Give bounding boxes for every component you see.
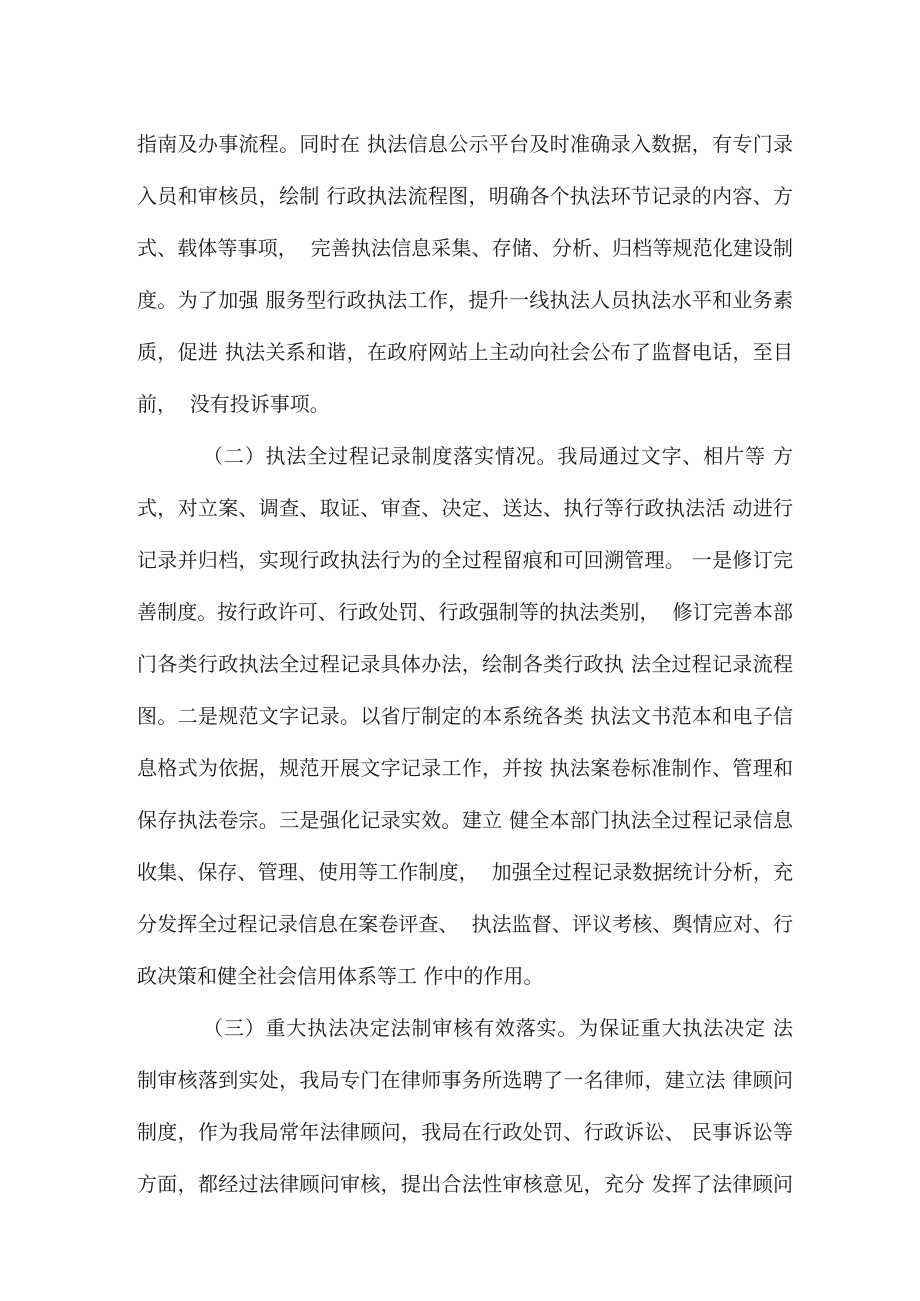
text-line: 指南及办事流程。同时在 执法信息公示平台及时准确录入数据，有专门录 bbox=[137, 132, 793, 156]
text-line: 收集、保存、管理、使用等工作制度， 加强全过程记录数据统计分析，充 bbox=[137, 860, 793, 884]
text-line: 前， 没有投诉事项。 bbox=[137, 392, 330, 416]
text-line: 图。二是规范文字记录。以省厅制定的本系统各类 执法文书范本和电子信 bbox=[137, 704, 793, 728]
text-line: 门各类行政执法全过程记录具体办法，绘制各类行政执 法全过程记录流程 bbox=[137, 652, 793, 676]
text-line: 入员和审核员，绘制 行政执法流程图，明确各个执法环节记录的内容、方 bbox=[137, 184, 793, 208]
text-line: 式，对立案、调查、取证、审查、决定、送达、执行等行政执法活 动进行 bbox=[137, 496, 793, 520]
text-line: 质，促进 执法关系和谐，在政府网站上主动向社会公布了监督电话，至目 bbox=[137, 340, 793, 364]
text-line: 记录并归档，实现行政执法行为的全过程留痕和可回溯管理。 一是修订完 bbox=[137, 548, 793, 572]
section-two-heading-line: （二）执法全过程记录制度落实情况。我局通过文字、相片等 方 bbox=[203, 444, 793, 468]
text-line: 制度，作为我局常年法律顾问，我局在行政处罚、行政诉讼、 民事诉讼等 bbox=[137, 1120, 793, 1144]
text-line: 分发挥全过程记录信息在案卷评查、 执法监督、评议考核、舆情应对、行 bbox=[137, 912, 793, 936]
text-line: 方面，都经过法律顾问审核，提出合法性审核意见，充分 发挥了法律顾问 bbox=[137, 1172, 793, 1196]
text-line: 式、载体等事项， 完善执法信息采集、存储、分析、归档等规范化建设制 bbox=[137, 236, 793, 260]
text-line: 政决策和健全社会信用体系等工 作中的作用。 bbox=[137, 964, 544, 988]
text-line: 制审核落到实处，我局专门在律师事务所选聘了一名律师，建立法 律顾问 bbox=[137, 1068, 793, 1092]
text-line: 息格式为依据，规范开展文字记录工作，并按 执法案卷标准制作、管理和 bbox=[137, 756, 793, 780]
text-line: 善制度。按行政许可、行政处罚、行政强制等的执法类别， 修订完善本部 bbox=[137, 600, 793, 624]
text-line: 度。为了加强 服务型行政执法工作，提升一线执法人员执法水平和业务素 bbox=[137, 288, 793, 312]
text-line: 保存执法卷宗。三是强化记录实效。建立 健全本部门执法全过程记录信息 bbox=[137, 808, 793, 832]
section-three-heading-line: （三）重大执法决定法制审核有效落实。为保证重大执法决定 法 bbox=[203, 1016, 793, 1040]
